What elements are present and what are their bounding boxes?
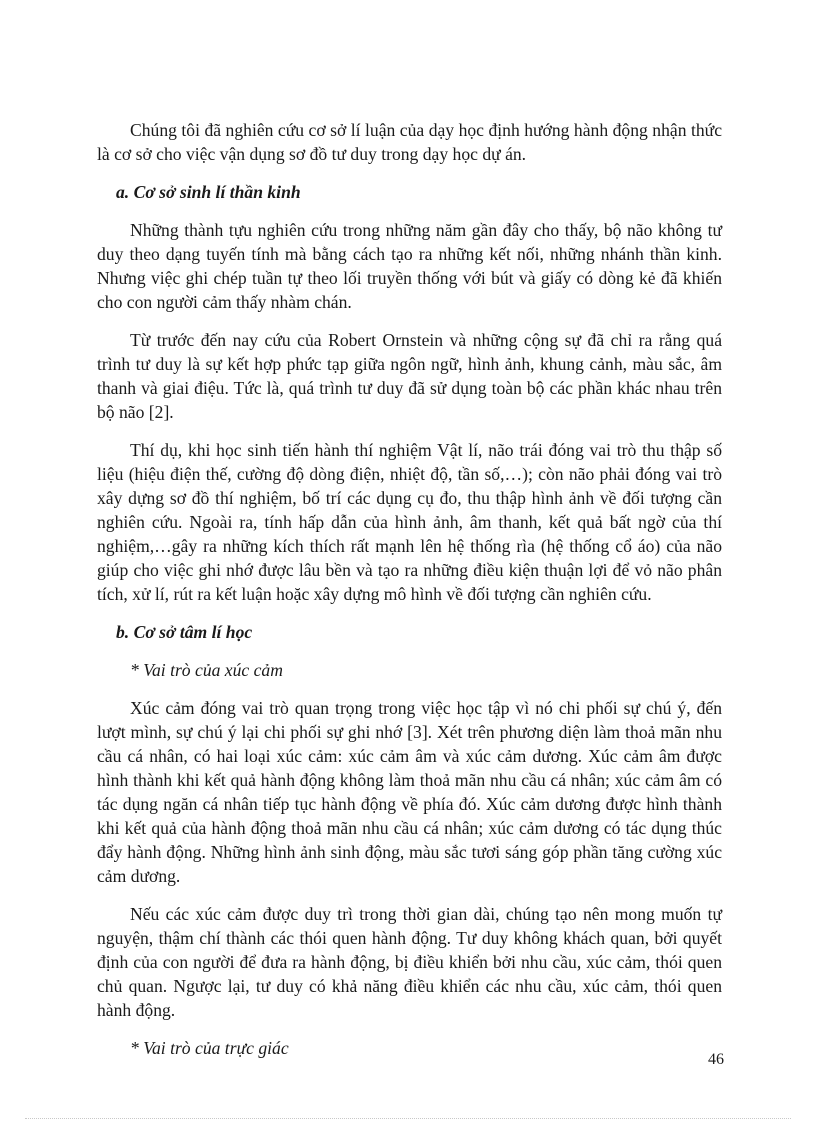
neuro-paragraph-3: Thí dụ, khi học sinh tiến hành thí nghiệm Vật lí, não trái đóng vai trò thu thập số liệu (hiệu điện thế, cường độ dòng điện, nhiệt độ, tần số,…); còn não phải đóng vai trò xây dựng sơ đồ thí nghiệm, bố trí các dụng cụ đo, thu thập hình ảnh về đối tượng cần nghiên cứu. Ngoài ra, tính hấp dẫn của hình ảnh, âm thanh, kết quả bất ngờ của thí nghiệm,…gây ra những kích thích rất mạnh lên hệ thống rìa (hệ thống cổ áo) của não giúp cho việc ghi nhớ được lâu bền và tạo ra những điều kiện thuận lợi để vỏ não phân tích, xử lí, rút ra kết luận hoặc xây dựng mô hình về đối tượng cần nghiên cứu. — [97, 440, 722, 604]
subheading-intuition: * Vai trò của trực giác — [130, 1038, 289, 1058]
page-number: 46 — [708, 1051, 724, 1068]
emotion-paragraph-1: Xúc cảm đóng vai trò quan trọng trong việc học tập vì nó chi phối sự chú ý, đến lượt mình, sự chú ý lại chi phối sự ghi nhớ [3]. Xét trên phương diện làm thoả mãn nhu cầu cá nhân, có hai loại xúc cảm: xúc cảm âm và xúc cảm dương. Xúc cảm âm được hình thành khi kết quả hành động không làm thoả mãn nhu cầu cá nhân; xúc cảm âm có tác dụng ngăn cá nhân tiếp tục hành động về phía đó. Xúc cảm dương được hình thành khi kết quả của hành động thoả mãn nhu cầu cá nhân; xúc cảm dương có tác dụng thúc đẩy hành động. Những hình ảnh sinh động, màu sắc tươi sáng góp phần tăng cường xúc cảm dương. — [97, 698, 722, 886]
section-heading-neurophysiology: a. Cơ sở sinh lí thần kinh — [116, 182, 301, 202]
neuro-paragraph-1: Những thành tựu nghiên cứu trong những năm gần đây cho thấy, bộ não không tư duy theo dạng tuyến tính mà bằng cách tạo ra những kết nối, những nhánh thần kinh. Nhưng việc ghi chép tuần tự theo lối truyền thống với bút và giấy có dòng kẻ đã khiến cho con người cảm thấy nhàm chán. — [97, 220, 722, 312]
emotion-paragraph-2: Nếu các xúc cảm được duy trì trong thời gian dài, chúng tạo nên mong muốn tự nguyện, thậm chí thành các thói quen hành động. Tư duy không khách quan, bởi quyết định của con người để đưa ra hành động, bị điều khiển bởi nhu cầu, xúc cảm, thói quen chủ quan. Ngược lại, tư duy có khả năng điều khiển các nhu cầu, xúc cảm, thói quen hành động. — [97, 904, 722, 1020]
page-body — [97, 118, 722, 1074]
footer-divider — [25, 1118, 791, 1119]
neuro-paragraph-2: Từ trước đến nay cứu của Robert Ornstein và những cộng sự đã chỉ ra rằng quá trình tư duy là sự kết hợp phức tạp giữa ngôn ngữ, hình ảnh, khung cảnh, màu sắc, âm thanh và giai điệu. Tức là, quá trình tư duy đã sử dụng toàn bộ các phần khác nhau trên bộ não [2]. — [97, 330, 722, 422]
intro-paragraph: Chúng tôi đã nghiên cứu cơ sở lí luận của dạy học định hướng hành động nhận thức là cơ sở cho việc vận dụng sơ đồ tư duy trong dạy học dự án. — [97, 120, 722, 164]
subheading-emotion: * Vai trò của xúc cảm — [130, 660, 283, 680]
section-heading-psychology: b. Cơ sở tâm lí học — [116, 622, 253, 642]
